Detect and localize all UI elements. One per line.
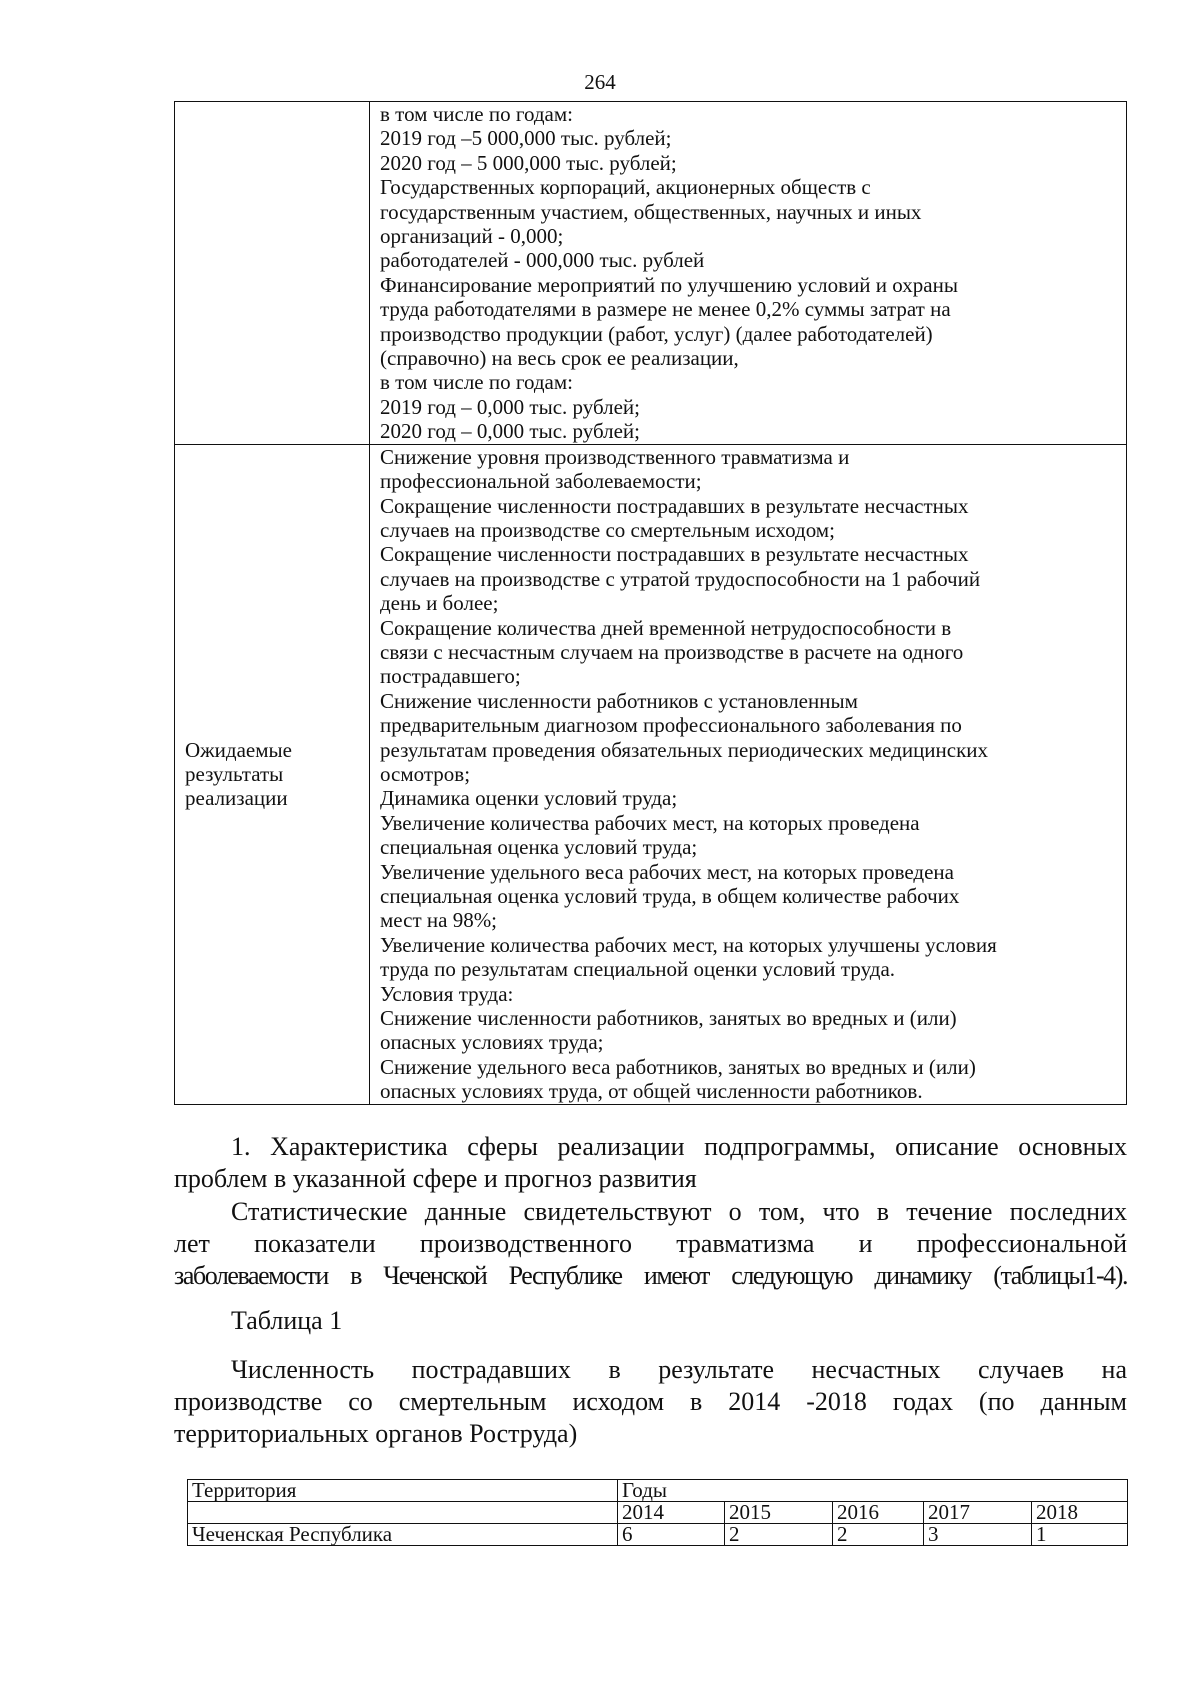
value-cell: 6	[618, 1524, 725, 1546]
table-title-line: территориальных органов Роструда)	[174, 1419, 578, 1448]
results-text-cell	[370, 444, 1127, 1104]
financing-text-cell	[370, 102, 1127, 445]
program-passport-table	[174, 101, 1127, 1105]
statistics-paragraph	[174, 1196, 1127, 1292]
fatal-injuries-table	[187, 1479, 1128, 1546]
financing-line: труда работодателями в размере не менее 0,2% суммы затрат на	[380, 297, 951, 322]
results-line: опасных условиях труда;	[380, 1030, 604, 1055]
financing-line: Финансирование мероприятий по улучшению условий и охраны	[380, 272, 958, 297]
results-line: опасных условиях труда, от общей численности работников.	[380, 1079, 923, 1104]
results-line: пострадавшего;	[380, 664, 521, 689]
financing-line: организаций - 0,000;	[380, 224, 564, 249]
results-label-line: результаты	[185, 761, 284, 786]
results-line: специальная оценка условий труда, в общем количестве рабочих	[380, 884, 960, 908]
financing-line: (справочно) на весь срок ее реализации,	[380, 346, 739, 371]
results-line: Сокращение количества дней временной нетрудоспособности в	[380, 615, 952, 640]
year-cell: 2016	[833, 1502, 924, 1524]
financing-row	[175, 102, 1127, 445]
results-line: Увеличение количества рабочих мест, на которых проведена	[380, 810, 920, 835]
financing-line: 2020 год – 5 000,000 тыс. рублей;	[380, 150, 677, 175]
financing-line: 2020 год – 0,000 тыс. рублей;	[380, 419, 641, 444]
year-cell: 2017	[924, 1502, 1032, 1524]
results-line: осмотров;	[380, 761, 471, 786]
results-label-cell	[175, 444, 370, 1104]
table-row	[188, 1524, 1128, 1546]
financing-line: в том числе по годам:	[380, 370, 573, 395]
results-line: день и более;	[380, 591, 499, 616]
page-number: 264	[584, 70, 616, 94]
results-line: Условия труда:	[380, 981, 514, 1006]
table-title-line: производстве со смертельным исходом в 2014 -2018 годах (по данным	[174, 1387, 1127, 1416]
years-header: Годы	[618, 1480, 1128, 1502]
financing-line: Государственных корпораций, акционерных обществ с	[380, 175, 871, 200]
results-line: Снижение удельного веса работников, занятых во вредных и (или)	[380, 1054, 976, 1079]
table-title-line: Численность пострадавших в результате несчастных случаев на	[231, 1355, 1127, 1384]
value-cell: 1	[1032, 1524, 1128, 1546]
table-header-row	[188, 1480, 1128, 1502]
results-line: Сокращение численности пострадавших в результате несчастных	[380, 542, 969, 567]
table-caption: Таблица 1	[231, 1306, 343, 1335]
financing-label-cell	[175, 102, 370, 445]
empty-cell	[188, 1502, 618, 1524]
paragraph-line: лет показатели производственного травматизма и профессиональной	[174, 1229, 1127, 1258]
financing-line: производство продукции (работ, услуг) (далее работодателей)	[380, 321, 933, 346]
results-label-line: Ожидаемые	[185, 737, 292, 762]
results-line: случаев на производстве с утратой трудоспособности на 1 рабочий	[380, 566, 981, 591]
results-line: профессиональной заболеваемости;	[380, 469, 702, 494]
region-cell: Чеченская Республика	[188, 1524, 618, 1546]
year-cell: 2014	[618, 1502, 725, 1524]
table-title	[174, 1354, 1127, 1450]
year-cell: 2018	[1032, 1502, 1128, 1524]
results-line: связи с несчастным случаем на производстве в расчете на одного	[380, 639, 964, 664]
financing-line: 2019 год –5 000,000 тыс. рублей;	[380, 126, 672, 151]
results-line: специальная оценка условий труда;	[380, 835, 698, 860]
financing-line: 2019 год – 0,000 тыс. рублей;	[380, 394, 641, 419]
financing-line: государственным участием, общественных, научных и иных	[380, 199, 922, 224]
years-row	[188, 1502, 1128, 1524]
results-line: Увеличение удельного веса рабочих мест, на которых проведена	[380, 859, 954, 884]
results-line: Снижение численности работников, занятых во вредных и (или)	[380, 1006, 957, 1031]
results-row	[175, 444, 1127, 1104]
results-line: мест на 98%;	[380, 908, 498, 933]
results-line: Снижение уровня производственного травматизма и	[380, 444, 850, 469]
financing-line: работодателей - 000,000 тыс. рублей	[380, 248, 705, 273]
territory-header: Территория	[188, 1480, 618, 1502]
results-line: Снижение численности работников с установленным	[380, 688, 858, 713]
financing-line: в том числе по годам:	[380, 102, 573, 126]
results-line: Сокращение численности пострадавших в результате несчастных	[380, 493, 969, 518]
results-line: случаев на производстве со смертельным исходом;	[380, 517, 835, 542]
results-label-line: реализации	[185, 786, 288, 811]
value-cell: 2	[833, 1524, 924, 1546]
results-line: Увеличение количества рабочих мест, на которых улучшены условия	[380, 932, 997, 957]
value-cell: 2	[725, 1524, 833, 1546]
paragraph-line: заболеваемости в Чеченской Республике имеют следующую динамику (таблицы1-4).	[174, 1261, 1127, 1290]
paragraph-line: Статистические данные свидетельствуют о том, что в течение последних	[231, 1197, 1127, 1226]
year-cell: 2015	[725, 1502, 833, 1524]
results-line: результатам проведения обязательных периодических медицинских	[380, 737, 989, 762]
section-heading: 1. Характеристика сферы реализации подпрограммы, описание основных проблем в указанной сфере и прогноз развития	[174, 1132, 1127, 1193]
results-line: труда по результатам специальной оценки условий труда.	[380, 957, 896, 982]
results-line: предварительным диагнозом профессионального заболевания по	[380, 713, 962, 738]
results-line: Динамика оценки условий труда;	[380, 786, 678, 811]
value-cell: 3	[924, 1524, 1032, 1546]
